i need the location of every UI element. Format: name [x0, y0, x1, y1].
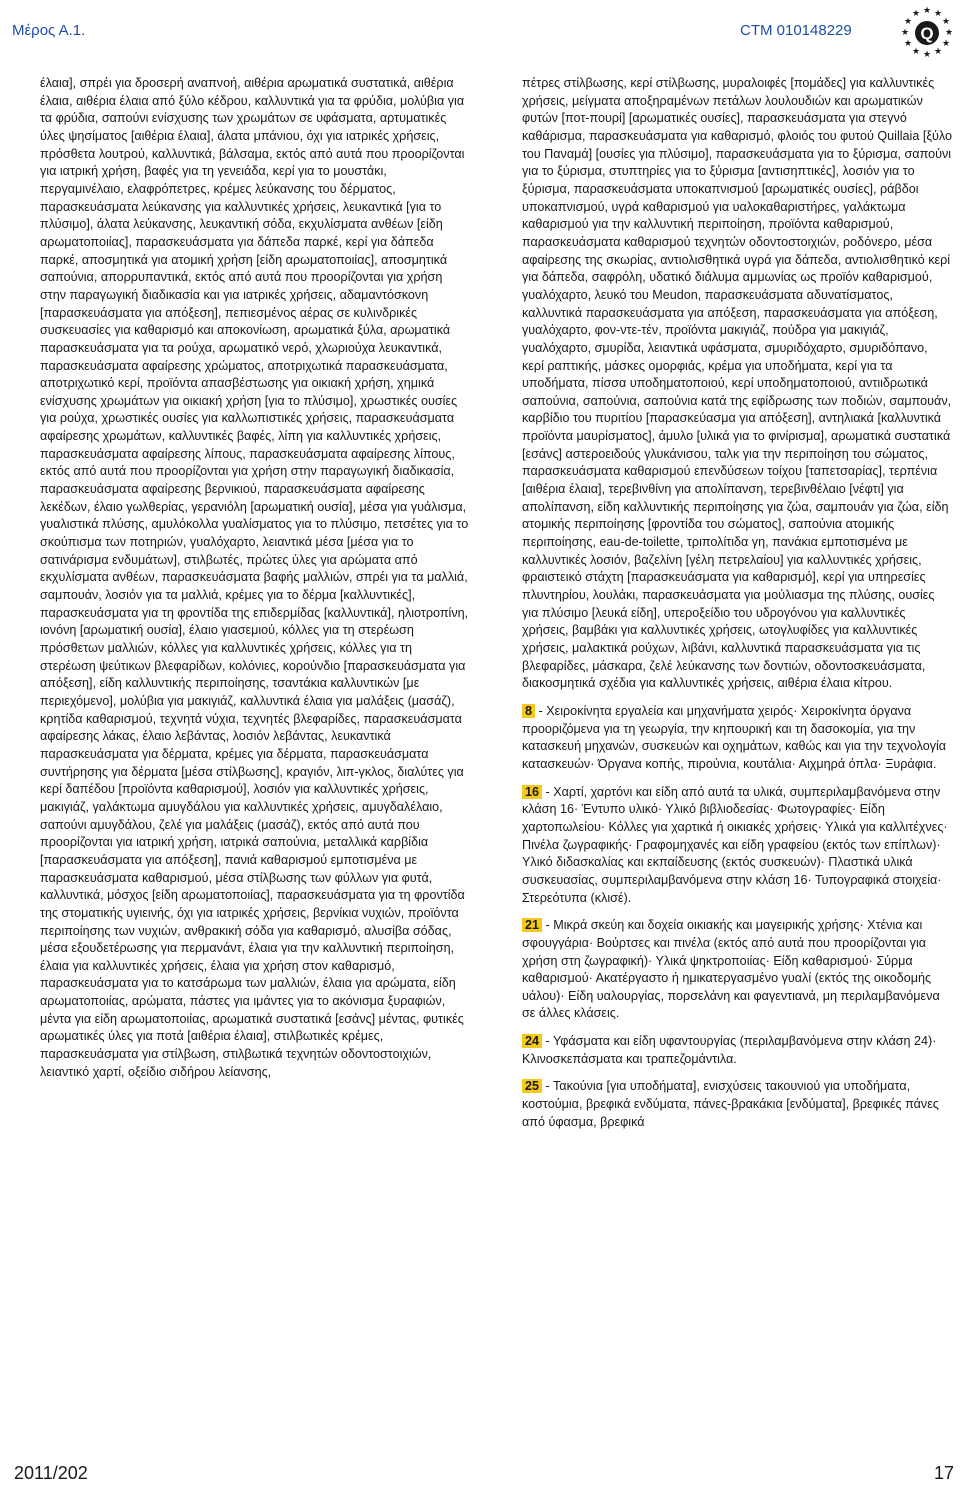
eu-stars-logo-icon [898, 4, 956, 62]
svg-text:Q: Q [920, 24, 934, 43]
class-entry [522, 917, 952, 1023]
part-label: Μέρος Α.1. [12, 22, 86, 39]
class-entry [522, 784, 952, 908]
svg-text:★: ★ [941, 17, 951, 27]
class-description: - Υφάσματα και είδη υφαντουργίας (περιλαμβανόμενα στην κλάση 24)· Κλινοσκεπάσματα και τραπεζομάντιλα. [522, 1034, 937, 1066]
class-number: 25 [522, 1079, 542, 1093]
svg-text:★: ★ [944, 28, 954, 38]
svg-text:★: ★ [941, 39, 951, 49]
class-entry [522, 703, 952, 774]
class-number: 24 [522, 1034, 542, 1048]
left-column [40, 75, 470, 1081]
svg-text:★: ★ [903, 39, 913, 49]
svg-text:★: ★ [911, 47, 921, 57]
class-number: 8 [522, 704, 535, 718]
svg-text:★: ★ [933, 47, 943, 57]
class-description: - Μικρά σκεύη και δοχεία οικιακής και μαγειρικής χρήσης· Χτένια και σφουγγάρια· Βούρτσες και πινέλα (εκτός από αυτά που προορίζονται για χρήση στη ζωγραφική)· Υλικά ψηκτροποιίας· Είδη καθαρισμού· Σύρμα καθαρισμού· Ακατέργαστο ή ημικατεργασμένο γυαλί (εκτός της οικοδομής υάλου)· Είδη υαλουργίας, πορσελάνη και φαγεντιανά, μη περιλαμβανόμενα σε άλλες κλάσεις. [522, 918, 940, 1021]
right-column-continuation: πέτρες στίλβωσης, κερί στίλβωσης, μυραλοιφές [πομάδες] για καλλυντικές χρήσεις, μείγματα αποξηραμένων πετάλων λουλουδιών και αρωματικών φυτών [ποτ-πουρί] [αρωματικές ουσίες], παρασκευάσματα για στεγνό καθάρισμα, παρασκευάσματα για καθαρισμό, φλοιός του φυτού Quillaia [ξύλο του Παναμά] [ουσίες για πλύσιμο], παρασκευάσματα για το ξύρισμα, σαπούνι για το ξύρισμα, στυπτηρίες για το ξύρισμα [αντισηπτικές], λοσιόν για το ξύρισμα, παρασκευάσματα υποκαπνισμού [αρωματικές ουσίες], ράβδοι υποκαπνισμού, υγρά καθαρισμού για υαλοκαθαριστήρες, γαλάκτωμα καθαρισμού για την καλλυντική περιποίηση, προϊόντα καθαρισμού, παρασκευάσματα καθαρισμού τεχνητών οδοντοστοιχιών, ροδόνερο, μέσα αφαίρεσης της σκωρίας, αντιολισθητικά υγρά για δάπεδα, αντιολισθητικό κερί για δάπεδα, σαφρόλη, υδατικό διάλυμα αμμωνίας ως προϊόν καθαρισμού, γυαλόχαρτο, λευκό του Meudon, παρασκευάσματα αδυνατίσματος, καλλυντικά παρασκευάσματα για απόξεση, παρασκευάσματα για απόξεση, γυαλόχαρτο, φον-ντε-τέν, προϊόντα μακιγιάζ, πούδρα για μακιγιάζ, γυαλόχαρτο, σμυρίδα, λειαντικά υφάσματα, σμυριδόχαρτο, σμυριδόπανο, κερί ραπτικής, μάσκες ομορφιάς, κρέμα για υποδήματα, κερί για τα υποδήματα, πίσσα υποδηματοποιού, κερί υποδηματοποιού, αντιιδρωτικά σαπούνια, σαπούνια, σαπούνια κατά της εφίδρωσης των ποδιών, σαμπουάν, καρβίδιο του πυριτίου [παρασκεύασμα για απόξεση], αντηλιακά [καλλυντικά προϊόντα μαυρίσματος], άμυλο [υλικά για το φινίρισμα], αρωματικά συστατικά [εσάνς] αστεροειδούς γλυκάνισου, ταλκ για την περιποίηση του σώματος, παρασκευάσματα καθαρισμού επενδύσεων τοίχου [ταπετσαρίας], τερπένια [αιθέρια έλαια], τερεβινθίνη για απολίπανση, τερεβινθέλαιο [νέφτι] για απολίπανση, είδη καλλυντικής περιποίησης για ζώα, σαμπουάν για ζώα, είδη ατομικής περιποίησης [φροντίδα του σώματος], σαπούνια ατομικής περιποίησης, eau-de-toilette, τριπολίτιδα γη, πανάκια εμποτισμένα με καλλυντικές λοσιόν, βαζελίνη [γέλη πετρελαίου] για καλλυντικές χρήσεις, φραιστεικό στάχτη [παρασκευάσματα για καθαρισμό], κερί για υπηρεσίες πλυντηρίου, λουλάκι, παρασκευάσματα για μούλιασμα της πλύσης, ουσίες για πλύσιμο [λευκά είδη], υπεροξείδιο του υδρογόνου για καλλυντικές χρήσεις, βαμβάκι για καλλυντικές χρήσεις, ωτογλυφίδες για καλλυντικές χρήσεις, μαλακτικά ρούχων, λιβάνι, καλλυντικά παρασκευάσματα για τις βλεφαρίδες, μάσκαρα, ζελέ λεύκανσης των δοντιών, οδοντοσκευάσματα, διακοσμητικά σχέδια για καλλυντικές χρήσεις, αιθέρια έλαια κίτρου. [522, 76, 952, 691]
class-description: - Χειροκίνητα εργαλεία και μηχανήματα χειρός· Χειροκίνητα όργανα προοριζόμενα για τη γεωργία, την κηπουρική και τη δασοκομία, για την κατασκευή μηχανών, συσκευών και οχημάτων, καθώς και για την τεχνολογία κατασκευών· Όργανα κοπής, πιρούνια, κουτάλια· Αιχμηρά όπλα· Ξυράφια. [522, 703, 947, 771]
page-number: 17 [934, 1463, 955, 1483]
page-header [0, 0, 960, 60]
right-column [522, 75, 952, 1131]
class-entry [522, 1033, 952, 1068]
svg-text:★: ★ [933, 9, 943, 19]
svg-text:★: ★ [900, 28, 910, 38]
class-number: 21 [522, 918, 542, 932]
svg-text:★: ★ [922, 6, 932, 16]
left-column-text: έλαια], σπρέι για δροσερή αναπνοή, αιθέρια αρωματικά συστατικά, αιθέρια έλαια, αιθέρια έλαια από ξύλο κέδρου, καλλυντικά για τα φρύδια, μολύβια για τα φρύδια, σαπούνι ενίσχυσης των χρωμάτων σε υφάσματα, αρτυματικές ύλες ψησίματος [αιθέρια έλαια], άλατα μπάνιου, όχι για ιατρικές χρήσεις, πρόσθετα λουτρού, καλλυντικά, βάλσαμα, εκτός από αυτά που προορίζονται για ιατρική χρήση, βαφές για τη γενειάδα, κερί για το μουστάκι, περγαμινέλαιο, ελαφρόπετρες, κρέμες λεύκανσης του δέρματος, παρασκευάσματα λεύκανσης για καλλυντικές χρήσεις, λευκαντικά [για το πλύσιμο], άλατα λεύκανσης, λευκαντική σόδα, εκχυλίσματα ανθέων [είδη αρωματοποιίας], παρασκευάσματα για δάπεδα παρκέ, κερί για δάπεδα παρκέ, αποσμητικά για ατομική χρήση [είδη αρωματοποιίας], αποσμητικά σαπούνια, απορρυπαντικά, εκτός από αυτά που προορίζονται για χρήση στην παραγωγική διαδικασία και για ιατρικές χρήσεις, αδαμαντόσκονη [παρασκευάσματα για απόξεση], πεπιεσμένος αέρας σε κυλινδρικές συσκευασίες για καθαρισμό και αποκονίωση, αρωματικά ξύλα, αρωματικά παρασκευάσματα για τα ρούχα, αρωματικό νερό, χλωριούχα λευκαντικά, παρασκευάσματα αφαίρεσης χρώματος, αποτριχωτικά παρασκευάσματα, αποτριχωτικό κερί, προϊόντα απασβέστωσης για οικιακή χρήση, χημικά ενίσχυσης χρωμάτων για οικιακή χρήση [για το πλύσιμο], χρωστικές ουσίες για ρούχα, χρωστικές ουσίες για καλλωπιστικές χρήσεις, παρασκευάσματα αφαίρεσης χρωμάτων, καλλυντικές βαφές, λίπη για καλλυντικές χρήσεις, παρασκευάσματα αφαίρεσης λίπους, παρασκευάσματα αφαίρεσης λίπους, εκτός από αυτά που προορίζονται για χρήση στην παραγωγική διαδικασία, παρασκευάσματα αφαίρεσης βερνικιού, παρασκευάσματα αφαίρεσης λεκέδων, έλαιο γωλθερίας, γερανιόλη [αρωματική ουσία], μέσα για γυάλισμα, γυαλιστικά πλύσης, αμυλόκολλα γυαλίσματος για το πλύσιμο, πετσέτες για το σκούπισμα των ποτηριών, γυαλόχαρτο, λειαντικά μέσα [μέσα για το σατινάρισμα ενδυμάτων], στιλβωτές, πρώτες ύλες για αρώματα από εκχυλίσματα ανθέων, παρασκευάσματα βαφής μαλλιών, σπρέι για τα μαλλιά, σαμπουάν, λοσιόν για τα μαλλιά, κρέμες για το δέρμα [καλλυντικές], παρασκευάσματα για τη φροντίδα της επιδερμίδας [καλλυντικά], ηλιοτροπίνη, ιονόνη [αρωματική ουσία], έλαιο γιασεμιού, κόλλες για τη στερέωση πρόσθετων μαλλιών, κόλλες για καλλυντικές χρήσεις, κόλλες για τη στερέωση ψεύτικων βλεφαρίδων, κολόνιες, κορούνδιο [παρασκευάσματα για απόξεση], είδη καλλυντικής περιποίησης, τσαντάκια καλλυντικών [με περιεχόμενο], μολύβια για μακιγιάζ, καλλυντικά έλαια για μαλάξεις (μασάζ), κρητίδα καθαρισμού, τεχνητά νύχια, τεχνητές βλεφαρίδες, παρασκευάσματα αφαίρεσης λάκας, έλαιο λεβάντας, λοσιόν λεβάντας, λευκαντικά παρασκευάσματα για δέρματα, κρέμες για δέρματα, παρασκευάσματα συντήρησης για δέρματα [μέσα στίλβωσης], κραγιόν, λιπ-γκλος, διαλύτες για κερί δαπέδου [προϊόντα καθαρισμού], λοσιόν για καλλυντικές χρήσεις, μακιγιάζ, γαλάκτωμα αμυγδάλου για καλλυντικές χρήσεις, αμυγδαλέλαιο, σαπούνι αμυγδάλου, ζελέ για μαλάξεις (μασάζ), εκτός από αυτά που προορίζονται για ιατρική χρήση, ιατρικά σαπούνια, μεταλλικά καρβίδια [παρασκευάσματα για απόξεση], πανιά καθαρισμού εμποτισμένα με παρασκευάσματα καθαρισμού, μέσα στίλβωσης των φύλλων για φυτά, καλλυντικά, μόσχος [είδη αρωματοποιίας], παρασκευάσματα για τη φροντίδα της στοματικής υγιεινής, όχι για ιατρικές χρήσεις, βερνίκια νυχιών, προϊόντα περιποίησης των νυχιών, ανθρακική σόδα για καθαρισμό, αλυσίβα σόδας, μέσα εξουδετέρωσης για περμανάντ, έλαια για την καλλυντική περιποίηση, έλαια για καλλυντικές χρήσεις, έλαια για χρήση στον καθαρισμό, παρασκευάσματα για το κατσάρωμα των μαλλιών, έλαια για αρώματα, είδη αρωματοποιίας, αρώματα, πάστες για ιμάντες για το ακόνισμα ξυραφιών, μέντα για είδη αρωματοποιίας, αρωματικά συστατικά [εσάνς] μέντας, φυτικές αρωματικές ύλες για ποτά [αιθέρια έλαια], στιλβωτικές κρέμες, παρασκευάσματα για στίλβωση, στιλβωτικά τεχνητών οδοντοστοιχιών, λειαντικό χαρτί, οξείδιο σιδήρου λείανσης, [40, 76, 469, 1079]
ctm-number: CTM 010148229 [740, 22, 852, 39]
class-description: - Τακούνια [για υποδήματα], ενισχύσεις τακουνιού για υποδήματα, κοστούμια, βρεφικά ενδύματα, πάνες-βρακάκια [ενδύματα], βρεφικές πάνες από ύφασμα, βρεφικά [522, 1079, 939, 1129]
bulletin-number: 2011/202 [14, 1463, 88, 1483]
svg-text:★: ★ [911, 9, 921, 19]
class-entry [522, 1078, 952, 1131]
class-number: 16 [522, 785, 542, 799]
svg-text:★: ★ [903, 17, 913, 27]
class-description: - Χαρτί, χαρτόνι και είδη από αυτά τα υλικά, συμπεριλαμβανόμενα στην κλάση 16· Έντυπο υλικό· Υλικό βιβλιοδεσίας· Φωτογραφίες· Είδη χαρτοπωλείου· Κόλλες για χαρτικά ή οικιακές χρήσεις· Υλικά για καλλιτέχνες· Πινέλα ζωγραφικής· Γραφομηχανές και είδη γραφείου (εκτός των επίπλων)· Υλικό διδασκαλίας και εκπαίδευσης (εκτός συσκευών)· Πλαστικά υλικά συσκευασίας, συμπεριλαμβανόμενα στην κλάση 16· Τυπογραφικά στοιχεία· Στερεότυπα (κλισέ). [522, 784, 948, 905]
svg-text:★: ★ [922, 50, 932, 60]
